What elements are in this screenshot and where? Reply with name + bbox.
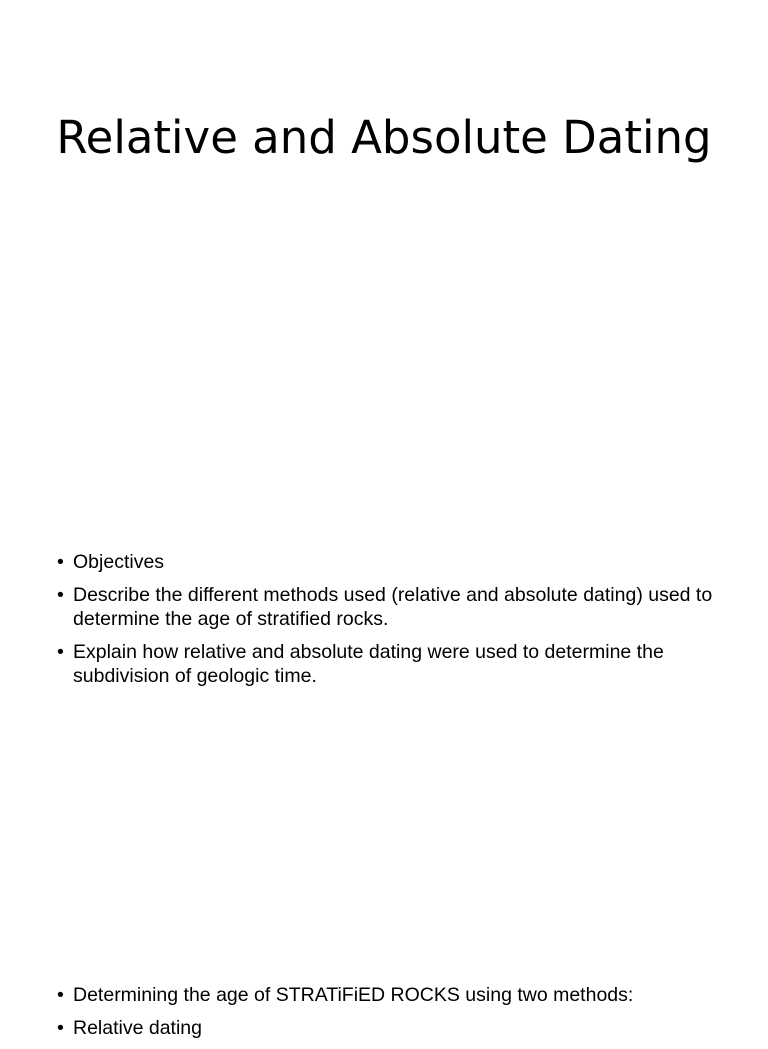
list-item: [57, 550, 717, 574]
list-item-text: Objectives: [73, 551, 165, 573]
slide-1: [0, 0, 768, 480]
list-item-text: Relative dating: [73, 1017, 202, 1039]
objectives-list: [57, 550, 717, 697]
bullet-icon: •: [57, 1017, 64, 1039]
list-item-text: Explain how relative and absolute dating were used to determine the subdivision of geologic time.: [73, 641, 664, 687]
list-item: [57, 640, 717, 688]
methods-list: [57, 983, 717, 1049]
slide-2: [0, 480, 768, 912]
bullet-icon: •: [57, 641, 64, 663]
bullet-icon: •: [57, 551, 64, 573]
list-item-text: Determining the age of STRATiFiED ROCKS using two methods:: [73, 984, 634, 1006]
list-item-text: Describe the different methods used (relative and absolute dating) used to determine the age of stratified rocks.: [73, 584, 713, 630]
list-item: [57, 983, 717, 1007]
list-item: [57, 583, 717, 631]
bullet-icon: •: [57, 984, 64, 1006]
list-item: [57, 1016, 717, 1040]
slide-title: Relative and Absolute Dating: [56, 111, 712, 164]
bullet-icon: •: [57, 584, 64, 606]
slide-3: [0, 912, 768, 1039]
